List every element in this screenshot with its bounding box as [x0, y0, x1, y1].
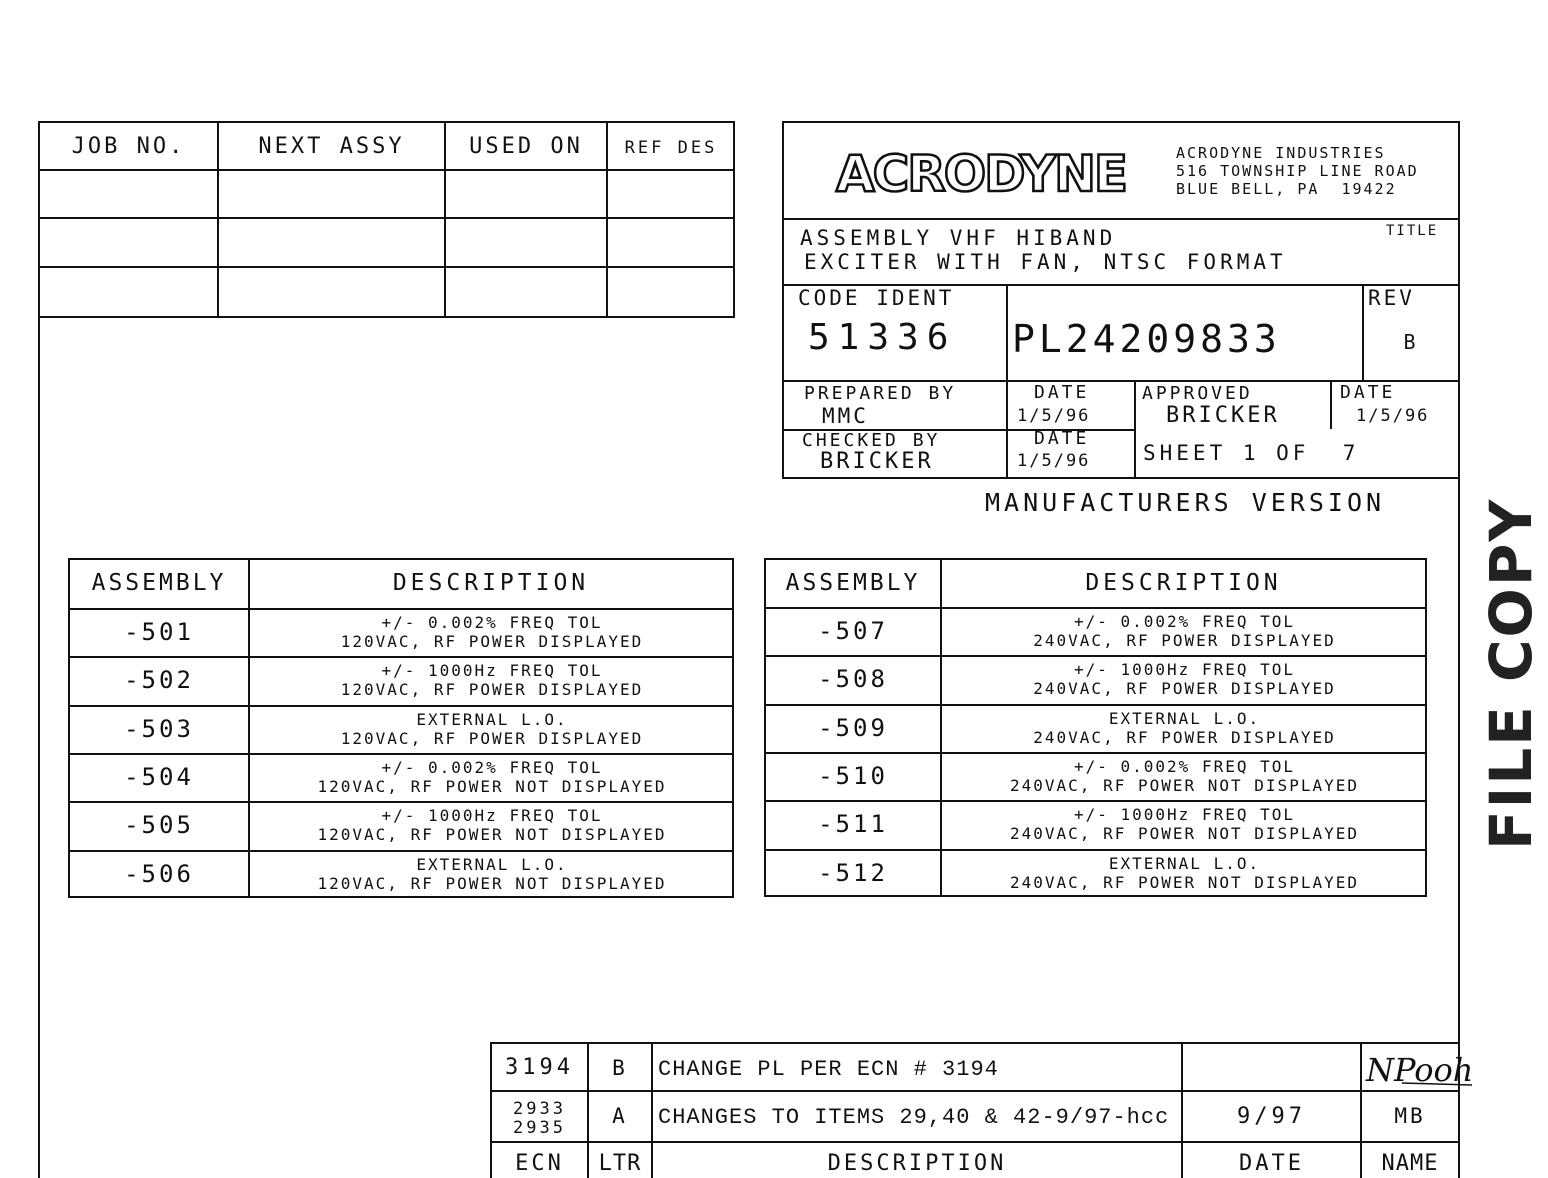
assembly-description	[942, 849, 1427, 897]
approved-by-value: BRICKER	[1166, 403, 1280, 428]
prepared-by-label: PREPARED BY	[804, 383, 957, 404]
checked-by-value: BRICKER	[820, 449, 934, 474]
description-spec-line: +/- 0.002% FREQ TOL	[381, 758, 603, 778]
assembly-number: -510	[818, 762, 888, 791]
description-power-line: 240VAC, RF POWER DISPLAYED	[1033, 679, 1336, 699]
header-ref-des: REF DES	[624, 138, 718, 158]
assembly-description	[250, 850, 734, 898]
title-block-rule	[782, 218, 1460, 220]
usage-table-rule	[38, 266, 735, 268]
description-spec-line: +/- 0.002% FREQ TOL	[381, 613, 603, 633]
part-number: PL24209833	[1012, 317, 1281, 361]
assembly-description	[250, 801, 734, 849]
code-ident-label: CODE IDENT	[798, 286, 955, 310]
description-spec-line: +/- 0.002% FREQ TOL	[1073, 612, 1296, 632]
company-street: 516 TOWNSHIP LINE ROAD	[1176, 162, 1419, 180]
assembly-description	[250, 753, 734, 801]
revision-name: MB	[1394, 1104, 1426, 1128]
description-spec-line: +/- 1000Hz FREQ TOL	[381, 661, 603, 681]
revision-ltr: A	[612, 1104, 628, 1128]
revision-rule	[490, 1090, 1460, 1092]
description-spec-line: EXTERNAL L.O.	[1108, 853, 1261, 873]
ecn-header: ECN	[515, 1151, 564, 1176]
description-spec-line: EXTERNAL L.O.	[416, 854, 568, 874]
assembly-number: -503	[124, 714, 194, 743]
assembly-description	[250, 608, 734, 656]
description-power-line: 120VAC, RF POWER DISPLAYED	[340, 680, 644, 700]
sheet-number: SHEET 1 OF 7	[1143, 441, 1360, 465]
header-next-assy: NEXT ASSY	[258, 134, 405, 159]
name-header: NAME	[1381, 1151, 1439, 1176]
description-power-line: 120VAC, RF POWER NOT DISPLAYED	[317, 825, 667, 845]
assembly-number: -508	[818, 665, 888, 694]
revision-description: CHANGE PL PER ECN # 3194	[658, 1057, 999, 1082]
header-used-on: USED ON	[469, 134, 583, 159]
assembly-description	[250, 705, 734, 753]
usage-table-rule	[38, 217, 735, 219]
prepared-date-value: 1/5/96	[1017, 406, 1091, 426]
title-block-col-rule	[1330, 380, 1332, 429]
description-spec-line: +/- 1000Hz FREQ TOL	[1073, 660, 1296, 680]
description-power-line: 120VAC, RF POWER NOT DISPLAYED	[317, 777, 667, 797]
description-power-line: 240VAC, RF POWER NOT DISPLAYED	[1010, 824, 1359, 844]
revision-rule	[490, 1141, 1460, 1143]
description-power-line: 120VAC, RF POWER NOT DISPLAYED	[317, 873, 667, 893]
description-header-revision: DESCRIPTION	[827, 1151, 1007, 1176]
assembly-number: -504	[124, 763, 194, 792]
revision-ltr: B	[612, 1056, 628, 1080]
assembly-description	[942, 704, 1427, 752]
title-label: TITLE	[1386, 223, 1439, 239]
description-power-line: 240VAC, RF POWER NOT DISPLAYED	[1010, 872, 1359, 892]
approved-date-label: DATE	[1340, 382, 1396, 403]
description-power-line: 120VAC, RF POWER DISPLAYED	[340, 728, 644, 748]
description-spec-line: EXTERNAL L.O.	[416, 709, 568, 729]
checked-by-label: CHECKED BY	[802, 430, 941, 451]
file-copy-stamp: FILE COPY	[1477, 497, 1545, 850]
assembly-description	[942, 752, 1427, 800]
usage-table-rule	[38, 169, 735, 171]
description-power-line: 120VAC, RF POWER DISPLAYED	[340, 632, 644, 652]
revision-ecn: 3194	[505, 1055, 574, 1080]
description-spec-line: +/- 1000Hz FREQ TOL	[381, 806, 603, 826]
signature-initials	[1362, 1043, 1474, 1090]
approved-label: APPROVED	[1142, 383, 1253, 404]
description-power-line: 240VAC, RF POWER DISPLAYED	[1033, 727, 1336, 747]
description-header: DESCRIPTION	[1085, 570, 1282, 596]
acrodyne-logo	[832, 146, 1132, 198]
description-power-line: 240VAC, RF POWER DISPLAYED	[1033, 631, 1336, 651]
company-name: ACRODYNE INDUSTRIES	[1176, 144, 1386, 162]
title-line-1: ASSEMBLY VHF HIBAND	[800, 226, 1117, 250]
assembly-description	[942, 607, 1427, 655]
assembly-number: -509	[818, 713, 888, 742]
checked-date-value: 1/5/96	[1017, 451, 1091, 471]
checked-date-label: DATE	[1034, 428, 1090, 449]
description-header: DESCRIPTION	[392, 570, 590, 596]
assembly-number: -501	[124, 618, 194, 647]
revision-date: 9/97	[1237, 1104, 1306, 1129]
assembly-number: -512	[818, 858, 888, 887]
title-block-col-rule	[1134, 380, 1136, 479]
rev-value: B	[1403, 330, 1419, 354]
description-spec-line: +/- 0.002% FREQ TOL	[1073, 757, 1296, 777]
prepared-by-value: MMC	[822, 404, 869, 428]
assembly-number: -502	[124, 666, 194, 695]
description-spec-line: +/- 1000Hz FREQ TOL	[1073, 805, 1296, 825]
assembly-number: -507	[818, 617, 888, 646]
version-label: MANUFACTURERS VERSION	[985, 488, 1386, 517]
assembly-header: ASSEMBLY	[91, 570, 227, 596]
assembly-number: -506	[124, 859, 194, 888]
code-ident-value: 51336	[808, 317, 957, 358]
title-block-col-rule	[1006, 284, 1008, 479]
assembly-description	[250, 656, 734, 704]
title-line-2: EXCITER WITH FAN, NTSC FORMAT	[804, 250, 1287, 274]
signature-text: NPooh	[1366, 1051, 1474, 1089]
assembly-description	[942, 800, 1427, 848]
assembly-number: -511	[818, 810, 888, 839]
revision-ecn: 2933 2935	[513, 1099, 566, 1138]
date-header: DATE	[1239, 1151, 1304, 1176]
company-city: BLUE BELL, PA 19422	[1176, 180, 1397, 198]
assembly-description	[942, 655, 1427, 703]
header-job-no: JOB NO.	[71, 134, 186, 159]
ltr-header: LTR	[598, 1151, 642, 1176]
assembly-header: ASSEMBLY	[785, 570, 921, 596]
description-spec-line: EXTERNAL L.O.	[1108, 708, 1261, 728]
assembly-number: -505	[124, 811, 194, 840]
approved-date-value: 1/5/96	[1356, 406, 1430, 426]
revision-description: CHANGES TO ITEMS 29,40 & 42-9/97-hcc	[658, 1105, 1170, 1130]
description-power-line: 240VAC, RF POWER NOT DISPLAYED	[1010, 776, 1359, 796]
prepared-date-label: DATE	[1034, 382, 1090, 403]
logo-text: ACRODYNE	[836, 146, 1126, 198]
rev-label: REV	[1368, 286, 1415, 310]
